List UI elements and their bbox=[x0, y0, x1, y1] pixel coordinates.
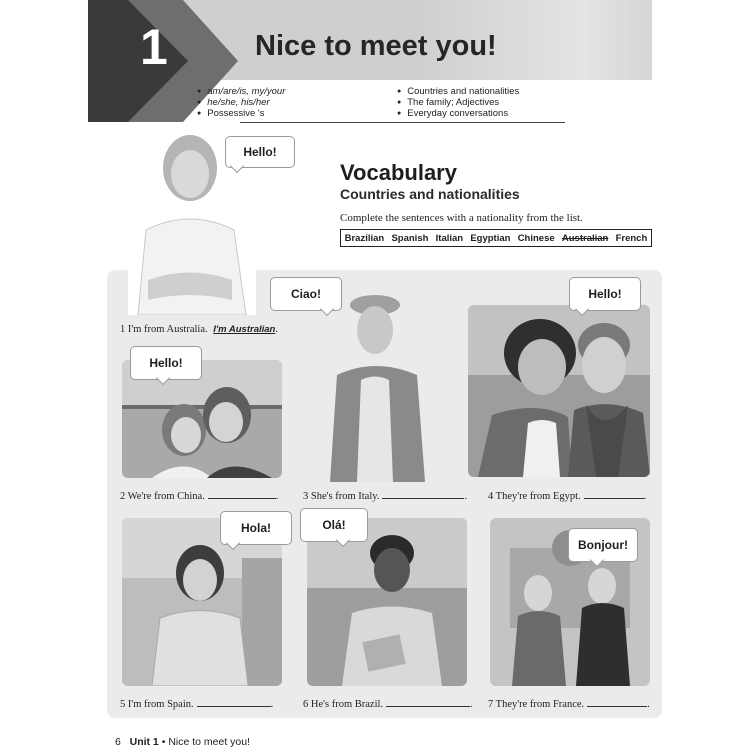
exercise-sentence-1: 1 I'm from Australia. I'm Australian. bbox=[120, 324, 278, 335]
section-subheading: Countries and nationalities bbox=[340, 186, 520, 202]
word-item: French bbox=[615, 232, 648, 244]
exercise-sentence-4: 4 They're from Egypt. . bbox=[488, 491, 647, 502]
topic-item: ● Everyday conversations bbox=[397, 108, 508, 119]
speech-bubble-text: Hello! bbox=[588, 287, 622, 301]
speech-bubble-text: Hello! bbox=[149, 356, 183, 370]
speech-bubble-text: Hello! bbox=[243, 145, 277, 159]
example-answer: I'm Australian bbox=[213, 324, 276, 335]
topic-item: ● The family; Adjectives bbox=[397, 97, 499, 108]
exercise-sentence-2: 2 We're from China. . bbox=[120, 491, 279, 502]
footer-separator: • bbox=[161, 736, 166, 748]
header-divider bbox=[240, 122, 565, 123]
sentence-text: 7 They're from France. bbox=[488, 699, 585, 710]
speech-bubble bbox=[300, 508, 368, 542]
sentence-text: 3 She's from Italy. bbox=[303, 491, 380, 502]
topic-item: ● Possessive 's bbox=[197, 108, 265, 119]
speech-bubble bbox=[568, 528, 638, 562]
page-title: Nice to meet you! bbox=[255, 30, 497, 62]
exercise-sentence-6: 6 He's from Brazil. . bbox=[303, 699, 473, 710]
page-number: 6 bbox=[115, 736, 121, 748]
word-item: Brazilian bbox=[344, 232, 385, 244]
speech-bubble-text: Olá! bbox=[322, 518, 346, 532]
speech-bubble-text: Ciao! bbox=[291, 287, 321, 301]
sentence-text: 5 I'm from Spain. bbox=[120, 699, 194, 710]
word-item: Chinese bbox=[517, 232, 555, 244]
topic-item: ● am/are/is, my/your bbox=[197, 86, 285, 97]
exercise-sentence-5: 5 I'm from Spain. . bbox=[120, 699, 274, 710]
sentence-text: 4 They're from Egypt. bbox=[488, 491, 581, 502]
photo-brazilian-man bbox=[307, 518, 467, 686]
section-heading: Vocabulary bbox=[340, 160, 457, 185]
word-item-struck: Australian bbox=[561, 232, 609, 244]
exercise-sentence-7: 7 They're from France. . bbox=[488, 699, 650, 710]
answer-blank[interactable] bbox=[382, 489, 464, 499]
answer-blank[interactable] bbox=[587, 697, 647, 707]
photo-italian-woman bbox=[325, 295, 455, 482]
speech-bubble-text: Bonjour! bbox=[578, 538, 628, 552]
page-footer bbox=[115, 736, 250, 748]
answer-blank[interactable] bbox=[208, 489, 276, 499]
word-list-box bbox=[340, 229, 652, 247]
exercise-instruction: Complete the sentences with a nationality from the list. bbox=[340, 212, 583, 224]
sentence-text: 2 We're from China. bbox=[120, 491, 205, 502]
topic-item: ● he/she, his/her bbox=[197, 97, 270, 108]
answer-blank[interactable] bbox=[386, 697, 470, 707]
unit-number: 1 bbox=[140, 19, 168, 75]
word-item: Spanish bbox=[391, 232, 429, 244]
topic-item: ● Countries and nationalities bbox=[397, 86, 519, 97]
exercise-sentence-3: 3 She's from Italy. . bbox=[303, 491, 468, 502]
footer-unit: Unit 1 bbox=[129, 736, 159, 748]
footer-title: Nice to meet you! bbox=[168, 736, 251, 748]
answer-blank[interactable] bbox=[584, 489, 644, 499]
word-item: Egyptian bbox=[470, 232, 511, 244]
speech-bubble-text: Hola! bbox=[241, 521, 271, 535]
answer-blank[interactable] bbox=[197, 697, 271, 707]
sentence-text: 1 I'm from Australia. bbox=[120, 324, 208, 335]
sentence-text: 6 He's from Brazil. bbox=[303, 699, 384, 710]
word-item: Italian bbox=[435, 232, 464, 244]
photo-egyptian-men bbox=[468, 305, 650, 477]
